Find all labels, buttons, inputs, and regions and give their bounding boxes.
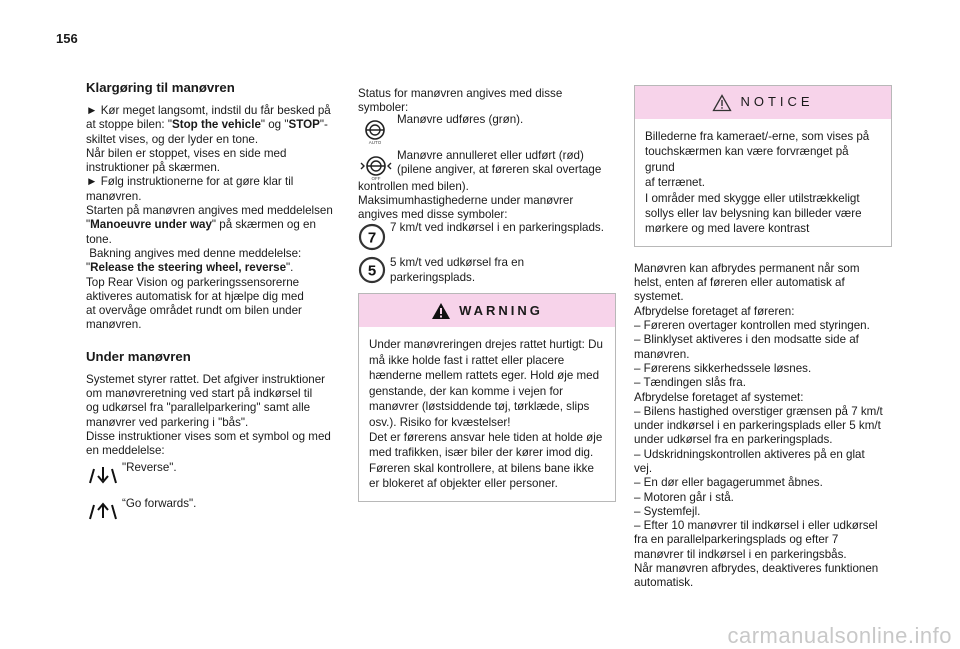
text-line: touchskærmen kan være forvrænget på grund	[645, 145, 849, 174]
text-line: tone.	[86, 232, 112, 246]
text-line: mørkere og med lavere kontrast	[645, 222, 810, 236]
text-line: Top Rear Vision og parkeringssensorerne	[86, 275, 300, 289]
text-line: Bakning angives med denne meddelelse:	[86, 246, 302, 260]
speed-7-label: 7 km/t ved indkørsel i en parkeringsplads.	[390, 221, 604, 235]
text-line: Under manøvreringen drejes rattet hurtigt: Du	[369, 338, 603, 352]
heading-preparation: Klargøring til manøvren	[86, 80, 235, 95]
text-line	[86, 118, 340, 132]
notice-body	[635, 119, 891, 246]
text-line: ► Følg instruktionerne for at gøre klar til	[86, 175, 294, 189]
text-line: Når bilen er stoppet, vises en side med	[86, 146, 287, 160]
text-line: Status for manøvren angives med disse	[358, 87, 563, 100]
text-line: angives med disse symboler:	[358, 208, 508, 222]
text-line: parkeringsplads.	[390, 270, 476, 284]
text-line: – Tændingen slås fra.	[634, 376, 746, 390]
text-bold: Stop the vehicle	[171, 118, 261, 132]
symbol-row-forward	[86, 497, 340, 523]
text-line: Afbrydelse foretaget af føreren:	[634, 304, 795, 318]
text-line: osv.). Risiko for kvæstelser!	[369, 415, 511, 429]
text-line: – Motoren går i stå.	[634, 490, 734, 504]
text-line: og udkørsel fra "parallelparkering" samt alle	[86, 401, 311, 415]
text-line: vej.	[634, 462, 653, 475]
text-line: manøvrer ved parkering i "bås".	[86, 415, 249, 429]
column-middle	[358, 87, 616, 502]
text-line: manøvren.	[86, 189, 142, 203]
text-line: må ikke holde fast i rattet eller placere	[369, 353, 565, 367]
text-line: skiltet vises, og der lyder en tone.	[86, 132, 259, 146]
paragraph-preparation	[86, 104, 340, 333]
text-line: af terrænet.	[645, 176, 705, 190]
text-line: manøvren.	[86, 318, 142, 332]
text-bold: STOP	[288, 118, 320, 132]
watermark: carmanualsonline.info	[727, 622, 952, 648]
text-span: "-	[319, 118, 328, 132]
text-span: at stoppe bilen: "	[86, 118, 172, 132]
text-line: fra en parallelparkeringsplads og efter 7	[634, 533, 839, 547]
warning-header	[359, 294, 615, 327]
text-line: er blokeret af objekter eller personer.	[369, 477, 558, 491]
symbol-row-reverse	[86, 461, 340, 487]
text-line: systemet.	[634, 290, 684, 304]
text-span: "	[86, 261, 91, 275]
paragraph-during-manoeuvre	[86, 373, 340, 459]
text-line: – Systemfejl.	[634, 504, 701, 518]
text-line: Det er førerens ansvar hele tiden at holde øje	[369, 430, 603, 444]
text-line: (pilene angiver, at føreren skal overtage	[397, 162, 602, 176]
text-line: sollys eller lav belysning kan billeder være	[645, 207, 862, 221]
symbol-row-speed-5	[358, 255, 616, 285]
text-line: genstande, der kan komme i vejen for	[369, 384, 563, 398]
symbol-row-auto-green	[358, 112, 616, 146]
text-line: – En dør eller bagagerummet åbnes.	[634, 476, 823, 490]
status-green-label: Manøvre udføres (grøn).	[397, 112, 524, 126]
text-line: under indkørsel i en parkeringsplads eller 5 km/t	[634, 419, 881, 433]
auto-icon-label: AUTO	[368, 139, 382, 145]
auto-park-off-icon	[358, 152, 394, 182]
text-line: symboler:	[358, 101, 409, 115]
auto-park-icon	[358, 116, 394, 146]
heading-during-manoeuvre: Under manøvren	[86, 348, 191, 364]
text-line: – Efter 10 manøvrer til indkørsel i eller udkørsel	[634, 519, 878, 533]
text-line: – Blinklyset aktiveres i den modsatte side af	[634, 333, 859, 347]
text-line: helst, enten af føreren eller automatisk af	[634, 276, 845, 290]
page-number: 156	[56, 31, 78, 46]
text-line: I områder med skygge eller utilstrækkeligt	[645, 191, 860, 205]
speed-5-text	[390, 256, 616, 285]
text-line: Disse instruktioner vises som et symbol og med	[86, 429, 331, 443]
notice-triangle-icon	[712, 94, 732, 112]
text-line: 5 km/t ved udkørsel fra en	[390, 256, 525, 270]
text-line: en meddelelse:	[86, 444, 165, 458]
text-line: Manøvren kan afbrydes permanent når som	[634, 261, 860, 275]
column-right	[634, 80, 892, 591]
text-line: hænderne mellem rattets eger. Hold øje med	[369, 369, 600, 383]
speed-7-number: 7	[367, 229, 377, 247]
text-line: Når manøvren afbrydes, deaktiveres funktionen	[634, 562, 879, 576]
text-line: med trafikken, især biler der kører imod dig.	[369, 446, 594, 460]
symbol-row-auto-red	[358, 148, 616, 182]
text-line: – Udskridningskontrollen aktiveres på en glat	[634, 447, 865, 461]
forward-arrow-icon	[86, 497, 120, 523]
reverse-arrow-icon	[86, 461, 120, 487]
text-line: automatisk.	[634, 576, 694, 590]
warning-title: WARNING	[459, 302, 543, 318]
warning-body	[359, 327, 615, 500]
column-left	[86, 80, 340, 525]
warning-box	[358, 293, 616, 501]
text-line: – Førerens sikkerhedssele løsnes.	[634, 361, 812, 375]
text-line: om manøvreretning ved start på indkørsel til	[86, 387, 313, 401]
text-line: under udkørsel fra en parkeringsplads.	[634, 433, 833, 447]
text-span: ".	[286, 261, 294, 275]
notice-title: NOTICE	[740, 94, 814, 110]
notice-box	[634, 85, 892, 247]
text-line: aktiveres automatisk for at hjælpe dig med	[86, 289, 304, 303]
text-span: " og "	[260, 118, 289, 132]
paragraph-interruption	[634, 262, 892, 591]
status-red-text	[394, 149, 616, 178]
text-line: Systemet styrer rattet. Det afgiver instruktioner	[86, 372, 326, 386]
speed-5-icon	[358, 255, 390, 285]
text-line: instruktioner på skærmen.	[86, 161, 221, 175]
text-line: Starten på manøvren angives med meddelelsen	[86, 204, 333, 218]
text-line: Maksimumhastighederne under manøvrer	[358, 193, 574, 207]
text-line: Afbrydelse foretaget af systemet:	[634, 390, 804, 404]
text-line: – Bilens hastighed overstiger grænsen på 7 km/t	[634, 404, 883, 418]
text-bold: Manoeuvre under way	[90, 218, 212, 232]
speed-5-number: 5	[367, 262, 377, 280]
text-span: " på skærmen og en	[211, 218, 316, 232]
text-line: Føreren skal kontrollere, at bilens bane ikke	[369, 461, 594, 475]
text-line	[86, 261, 340, 275]
warning-triangle-icon	[431, 302, 451, 320]
speed-7-icon	[358, 222, 390, 252]
text-line: kontrollen med bilen).	[358, 179, 469, 193]
notice-header	[635, 86, 891, 119]
reverse-label: "Reverse".	[122, 460, 177, 474]
text-line: manøvrer til indkørsel i en parkeringsbås.	[634, 547, 847, 561]
text-line: at overvåge området rundt om bilen under	[86, 304, 302, 318]
text-bold: Release the steering wheel, reverse	[90, 261, 287, 275]
text-line: manøvren.	[634, 347, 690, 361]
text-line: ► Kør meget langsomt, indstil du får besked på	[86, 104, 331, 117]
text-line: manøvrer (løstsiddende tøj, tørklæde, slips	[369, 400, 590, 414]
text-line: Manøvre annulleret eller udført (rød)	[397, 148, 584, 162]
text-line: Billederne fra kameraet/-erne, som vises på	[645, 130, 870, 143]
text-line: – Føreren overtager kontrollen med styringen.	[634, 319, 870, 333]
off-icon-label: OFF	[371, 175, 381, 181]
symbol-row-speed-7	[358, 222, 616, 252]
text-span: "	[86, 218, 91, 232]
forward-label: “Go forwards".	[122, 496, 197, 510]
text-line	[86, 218, 340, 232]
